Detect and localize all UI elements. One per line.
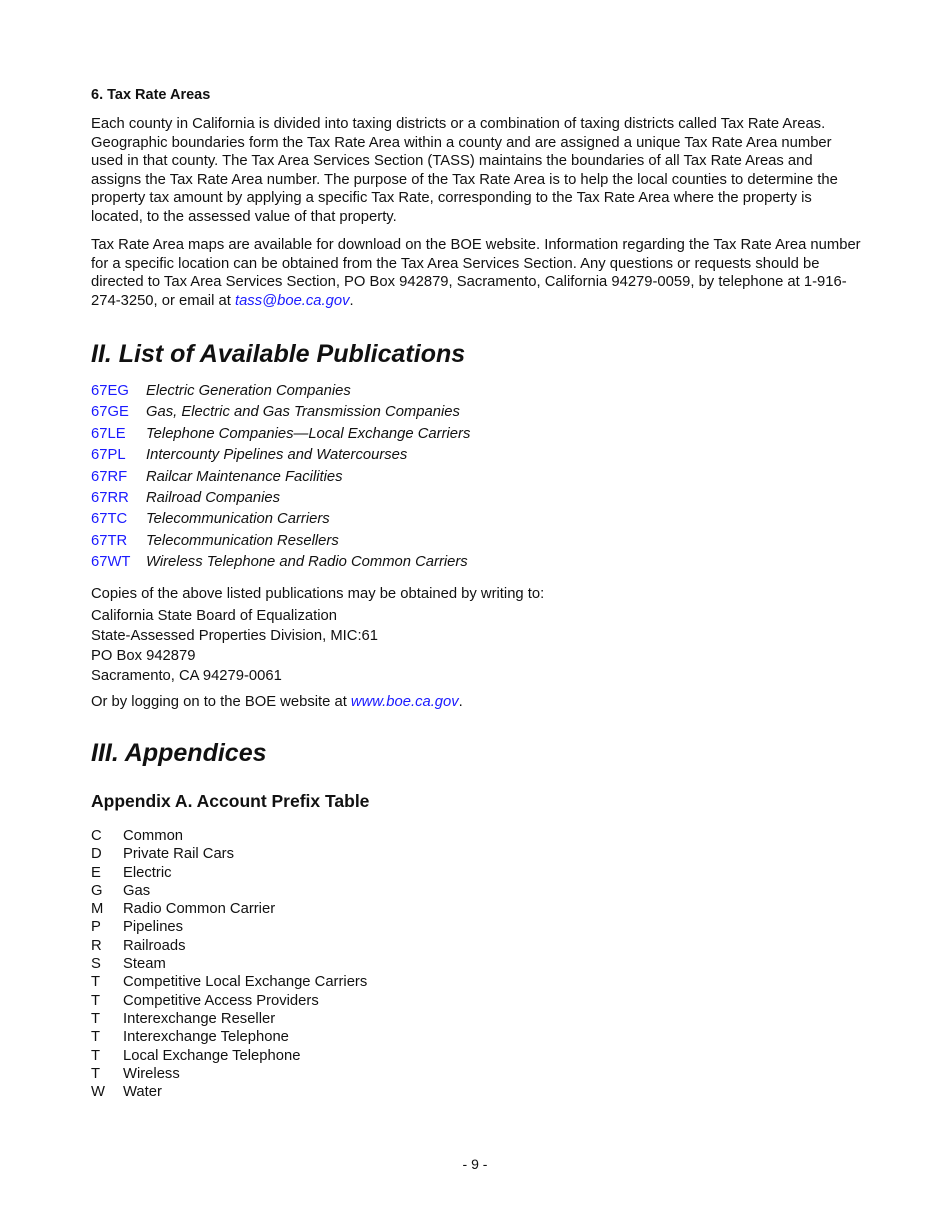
website-period: . xyxy=(458,694,463,710)
publication-item xyxy=(91,532,470,553)
prefix-code: E xyxy=(91,864,101,881)
publication-item xyxy=(91,489,470,510)
prefix-label: Wireless xyxy=(123,1065,180,1082)
publication-title: Railroad Companies xyxy=(146,489,281,506)
publication-title: Telecommunication Resellers xyxy=(146,532,339,549)
copies-text: Copies of the above listed publications may be obtained by writing to: xyxy=(91,586,545,602)
prefix-label: Steam xyxy=(123,956,166,973)
publication-item xyxy=(91,425,470,446)
boe-website-link[interactable]: www.boe.ca.gov xyxy=(350,694,459,710)
publications-heading: II. List of Available Publications xyxy=(91,340,466,368)
publication-item xyxy=(91,510,470,531)
prefix-label: Interexchange Telephone xyxy=(123,1029,289,1046)
publication-item xyxy=(91,468,470,489)
prefix-code: D xyxy=(91,846,102,863)
appendices-heading: III. Appendices xyxy=(91,739,267,767)
publications-list xyxy=(91,382,470,575)
publication-title: Telecommunication Carriers xyxy=(146,511,330,528)
prefix-code: T xyxy=(91,1047,101,1064)
website-text: Or by logging on to the BOE website at xyxy=(91,694,351,710)
prefix-code: T xyxy=(91,1029,101,1046)
prefix-row xyxy=(91,1047,367,1065)
publication-item xyxy=(91,553,470,574)
prefix-code: M xyxy=(91,901,104,918)
website-paragraph xyxy=(91,692,463,712)
prefix-row xyxy=(91,1010,367,1028)
prefix-label: Water xyxy=(123,1084,162,1101)
prefix-code: C xyxy=(91,828,102,844)
prefix-code: T xyxy=(91,992,101,1009)
prefix-code: W xyxy=(91,1084,105,1101)
prefix-row xyxy=(91,864,367,882)
prefix-code: P xyxy=(91,919,101,936)
publication-title: Electric Generation Companies xyxy=(146,383,351,399)
prefix-code: R xyxy=(91,937,102,954)
prefix-code: T xyxy=(91,1065,101,1082)
publication-link[interactable]: 67WT xyxy=(91,554,131,571)
publication-link[interactable]: 67LE xyxy=(91,425,126,442)
prefix-label: Private Rail Cars xyxy=(123,846,235,863)
prefix-row xyxy=(91,900,367,918)
prefix-row xyxy=(91,827,367,845)
prefix-row xyxy=(91,973,367,991)
publication-link[interactable]: 67TR xyxy=(91,532,128,549)
prefix-label: Interexchange Reseller xyxy=(123,1010,276,1027)
prefix-code: T xyxy=(91,974,101,991)
prefix-label: Local Exchange Telephone xyxy=(123,1047,301,1064)
page-number: - 9 - xyxy=(462,1156,488,1172)
tass-email-link[interactable]: tass@boe.ca.gov xyxy=(234,292,350,309)
prefix-label: Common xyxy=(123,828,184,844)
mailing-address xyxy=(91,606,378,686)
prefix-row xyxy=(91,1065,367,1083)
prefix-label: Electric xyxy=(123,864,172,881)
publication-link[interactable]: 67GE xyxy=(91,404,129,421)
paragraph-period: . xyxy=(349,292,354,309)
publication-link[interactable]: 67EG xyxy=(91,383,129,399)
prefix-row xyxy=(91,1028,367,1046)
prefix-label: Railroads xyxy=(123,937,186,954)
address-line: California State Board of Equalization xyxy=(91,608,337,624)
prefix-code: G xyxy=(91,882,103,899)
prefix-label: Pipelines xyxy=(123,919,184,936)
publication-title: Wireless Telephone and Radio Common Carriers xyxy=(146,554,468,571)
publication-item xyxy=(91,446,470,467)
prefix-code: T xyxy=(91,1010,101,1027)
appendix-a-heading: Appendix A. Account Prefix Table xyxy=(91,791,370,811)
account-prefix-table xyxy=(91,827,367,1101)
prefix-row xyxy=(91,918,367,936)
publication-link[interactable]: 67RF xyxy=(91,468,128,485)
publication-link[interactable]: 67TC xyxy=(91,511,128,528)
prefix-row xyxy=(91,937,367,955)
publication-item xyxy=(91,382,470,403)
prefix-code: S xyxy=(91,956,101,973)
publication-title: Gas, Electric and Gas Transmission Companies xyxy=(146,404,460,421)
publication-title: Railcar Maintenance Facilities xyxy=(146,468,343,485)
prefix-label: Radio Common Carrier xyxy=(123,901,276,918)
address-line: Sacramento, CA 94279-0061 xyxy=(91,668,282,684)
publication-item xyxy=(91,403,470,424)
prefix-row xyxy=(91,992,367,1010)
publication-link[interactable]: 67RR xyxy=(91,489,129,506)
address-line: PO Box 942879 xyxy=(91,648,196,664)
prefix-label: Competitive Local Exchange Carriers xyxy=(123,974,368,991)
tax-rate-maps-text: Tax Rate Area maps are available for download on the BOE website. Information regarding the Tax Rate Area number for a specific location can be obtained from the Tax Area Services Section. Any questions or requests should be directed to Tax Area Services Section, PO Box 942879, Sacramento, California 94279-0059, by telephone at 1-916-274-3250, or email at xyxy=(91,237,861,309)
tax-rate-maps-paragraph xyxy=(91,236,861,310)
prefix-label: Gas xyxy=(123,882,151,899)
publication-title: Telephone Companies—Local Exchange Carriers xyxy=(146,425,471,442)
publication-title: Intercounty Pipelines and Watercourses xyxy=(146,447,408,464)
prefix-label: Competitive Access Providers xyxy=(123,992,319,1009)
prefix-row xyxy=(91,1083,367,1101)
section-heading-tax-rate-areas: 6. Tax Rate Areas xyxy=(91,87,211,103)
prefix-row xyxy=(91,882,367,900)
prefix-row xyxy=(91,955,367,973)
publication-link[interactable]: 67PL xyxy=(91,447,126,464)
prefix-row xyxy=(91,845,367,863)
tax-rate-areas-paragraph: Each county in California is divided into taxing districts or a combination of taxing districts called Tax Rate Areas. Geographic boundaries form the Tax Rate Area within a county and are assigned a unique Tax Rate Area number used in that county. The Tax Area Services Section (TASS) maintains the boundaries of all Tax Rate Areas and assigns the Tax Rate Area number. The purpose of the Tax Rate Area is to help the local counties to determine the property tax amount by applying a specific Tax Rate, corresponding to the Tax Rate Area where the property is located, to the assessed value of that property. xyxy=(91,116,838,225)
address-line: State-Assessed Properties Division, MIC:61 xyxy=(91,628,379,644)
